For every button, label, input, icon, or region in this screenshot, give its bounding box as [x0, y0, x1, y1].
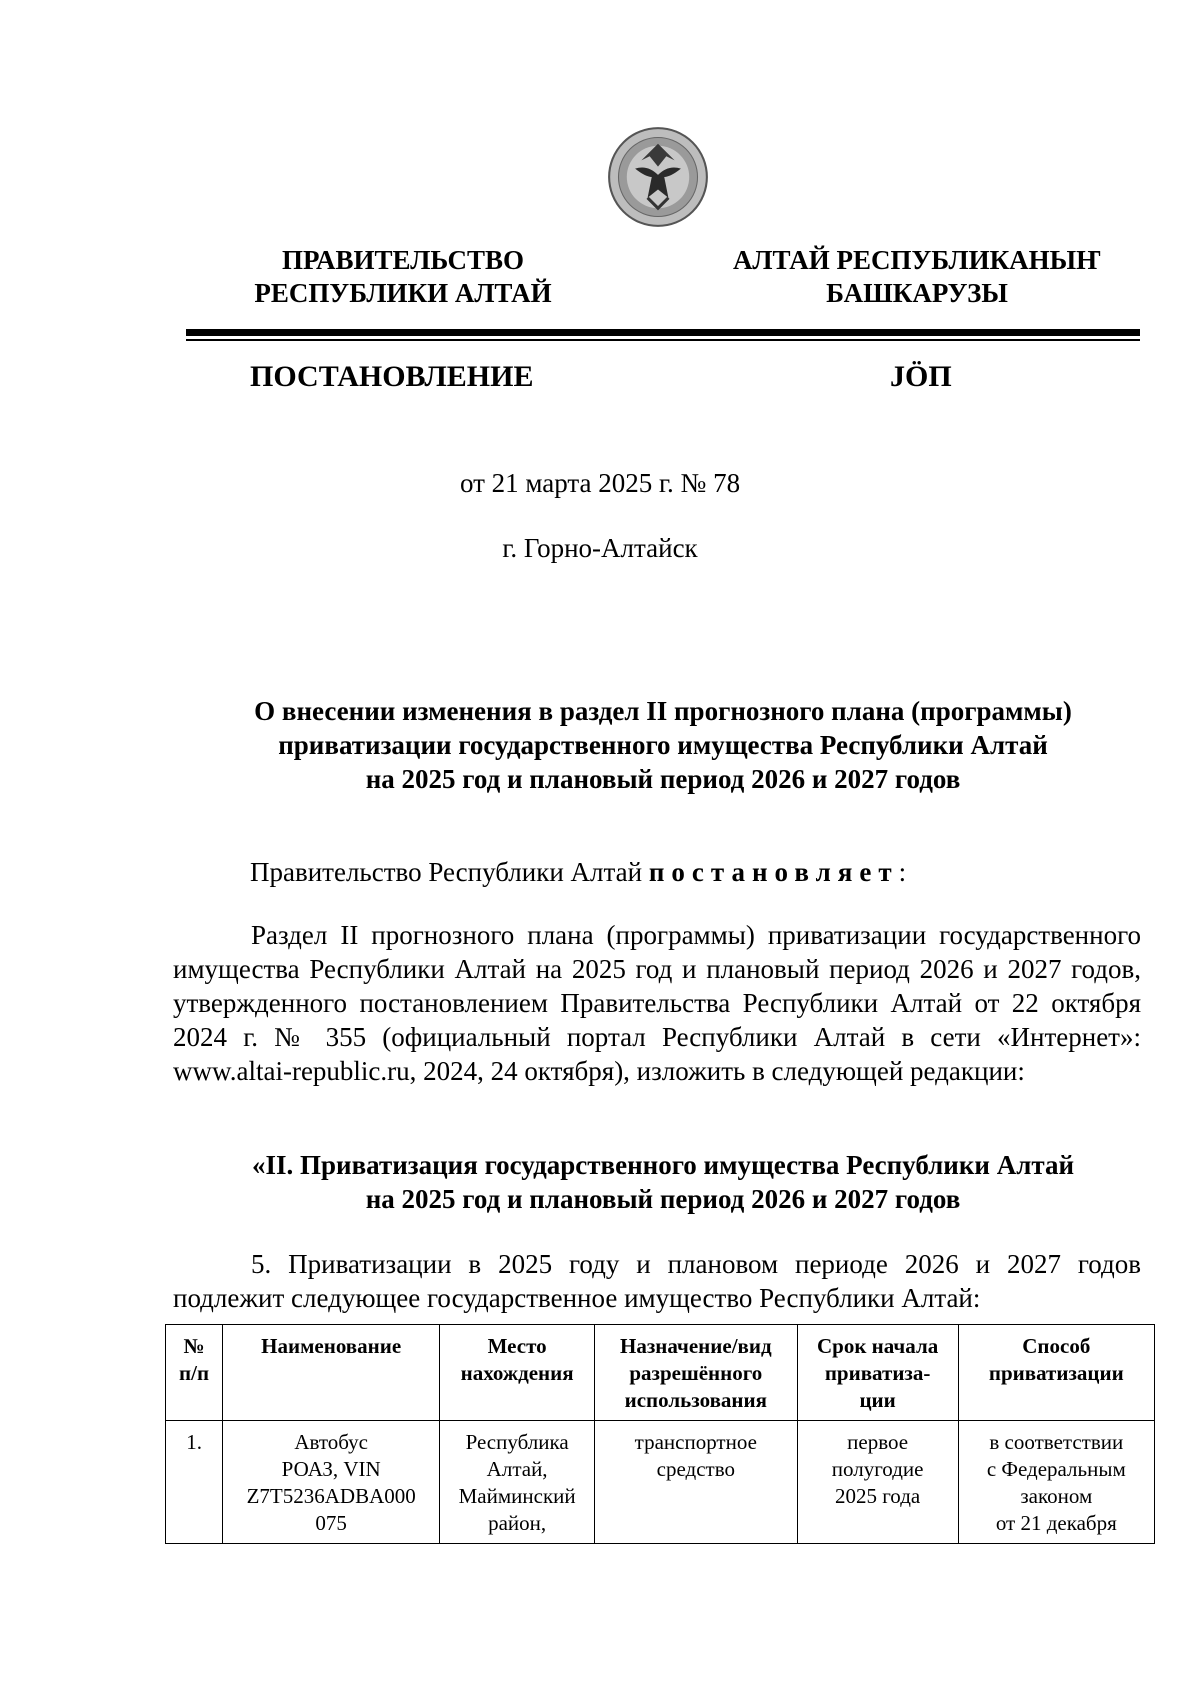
cell-line: нахождения: [460, 1361, 574, 1385]
header-location: [440, 1325, 595, 1421]
document-title: [186, 694, 1140, 796]
cell-line: Место: [487, 1334, 547, 1358]
header-method: [958, 1325, 1154, 1421]
government-name-altai-line-2: БАШКАРУЗЫ: [826, 278, 1008, 308]
table-header-row: [166, 1325, 1155, 1421]
cell-line: Майминский: [458, 1484, 576, 1508]
cell-line: от 21 декабря: [995, 1511, 1117, 1535]
government-name-line-1: ПРАВИТЕЛЬСТВО: [281, 245, 525, 275]
cell-line: разрешённого: [629, 1361, 763, 1385]
privatization-table: [165, 1324, 1155, 1544]
cell-line: 2025 года: [834, 1484, 921, 1508]
cell-line: Срок начала: [816, 1334, 939, 1358]
cell-line: полугодие: [831, 1457, 924, 1481]
cell-line: с Федеральным: [986, 1457, 1126, 1481]
header-divider-thick: [186, 329, 1140, 336]
cell-line: приватиза-: [824, 1361, 931, 1385]
cell-line: приватизации: [988, 1361, 1124, 1385]
cell-line: РОАЗ, VIN: [281, 1457, 381, 1481]
header-start-term: [797, 1325, 958, 1421]
section-title: [186, 1148, 1140, 1216]
document-date-number: от 21 марта 2025 г. № 78: [459, 468, 741, 498]
document-city: г. Горно-Алтайск: [502, 533, 698, 563]
cell-line: ции: [859, 1388, 896, 1412]
cell-line: 1.: [186, 1430, 202, 1454]
document-title-line-1: О внесении изменения в раздел II прогнозного плана (программы): [254, 696, 1072, 726]
cell-line: средство: [656, 1457, 735, 1481]
cell-line: первое: [847, 1430, 909, 1454]
cell-line: транспортное: [634, 1430, 757, 1454]
cell-line: в соответствии: [989, 1430, 1124, 1454]
government-name-altai: [722, 244, 1112, 310]
cell-line: Наименование: [261, 1334, 402, 1358]
cell-start-term: [797, 1421, 958, 1544]
preamble-text: Правительство Республики Алтай: [250, 857, 649, 887]
cell-number: [166, 1421, 223, 1544]
preamble-emphasis: постановляет: [648, 857, 899, 887]
cell-line: район,: [488, 1511, 547, 1535]
government-name-russian: [218, 244, 588, 310]
preamble-suffix: :: [898, 857, 907, 887]
section-title-line-1: «II. Приватизация государственного имущества Республики Алтай: [251, 1150, 1075, 1180]
cell-line: Алтай,: [486, 1457, 548, 1481]
cell-line: использования: [624, 1388, 767, 1412]
cell-method: [958, 1421, 1154, 1544]
header-name: [223, 1325, 440, 1421]
coat-of-arms-icon: [606, 125, 710, 229]
cell-line: №: [183, 1334, 205, 1358]
document-title-line-2: приватизации государственного имущества Республики Алтай: [278, 730, 1048, 760]
cell-line: Автобус: [294, 1430, 369, 1454]
cell-location: [440, 1421, 595, 1544]
section-title-line-2: на 2025 год и плановый период 2026 и 2027 годов: [365, 1184, 961, 1214]
document-type-russian: ПОСТАНОВЛЕНИЕ: [250, 360, 534, 393]
cell-purpose: [595, 1421, 798, 1544]
header-purpose: [595, 1325, 798, 1421]
government-name-line-2: РЕСПУБЛИКИ АЛТАЙ: [254, 278, 552, 308]
cell-line: законом: [1020, 1484, 1093, 1508]
header-number: [166, 1325, 223, 1421]
cell-line: 075: [315, 1511, 347, 1535]
header-divider-thin: [186, 339, 1140, 341]
preamble: [250, 857, 906, 888]
table-row: [166, 1421, 1155, 1544]
cell-line: Республика: [465, 1430, 569, 1454]
paragraph-5: 5. Приватизации в 2025 году и плановом периоде 2026 и 2027 годов подлежит следующее государственное имущество Республики Алтай:: [173, 1249, 1141, 1313]
cell-line: Способ: [1022, 1334, 1091, 1358]
cell-line: п/п: [179, 1361, 210, 1385]
cell-line: Назначение/вид: [619, 1334, 772, 1358]
body-paragraph: Раздел II прогнозного плана (программы) приватизации государственного имущества Республики Алтай на 2025 год и плановый период 2026 и 2027 годов, утвержденного постановлением Правительства Республики Алтай от 22 октября 2024 г. № 355 (официальный портал Республики Алтай в сети «Интернет»: www.altai-republic.ru, 2024, 24 октября), изложить в следующей редакции:: [173, 920, 1141, 1086]
document-title-line-3: на 2025 год и плановый период 2026 и 2027 годов: [365, 764, 961, 794]
cell-line: Z7T5236ADBA000: [246, 1484, 416, 1508]
cell-name: [223, 1421, 440, 1544]
government-name-altai-line-1: АЛТАЙ РЕСПУБЛИКАНЫҤ: [732, 245, 1102, 275]
document-type-altai: JӦП: [890, 360, 952, 393]
